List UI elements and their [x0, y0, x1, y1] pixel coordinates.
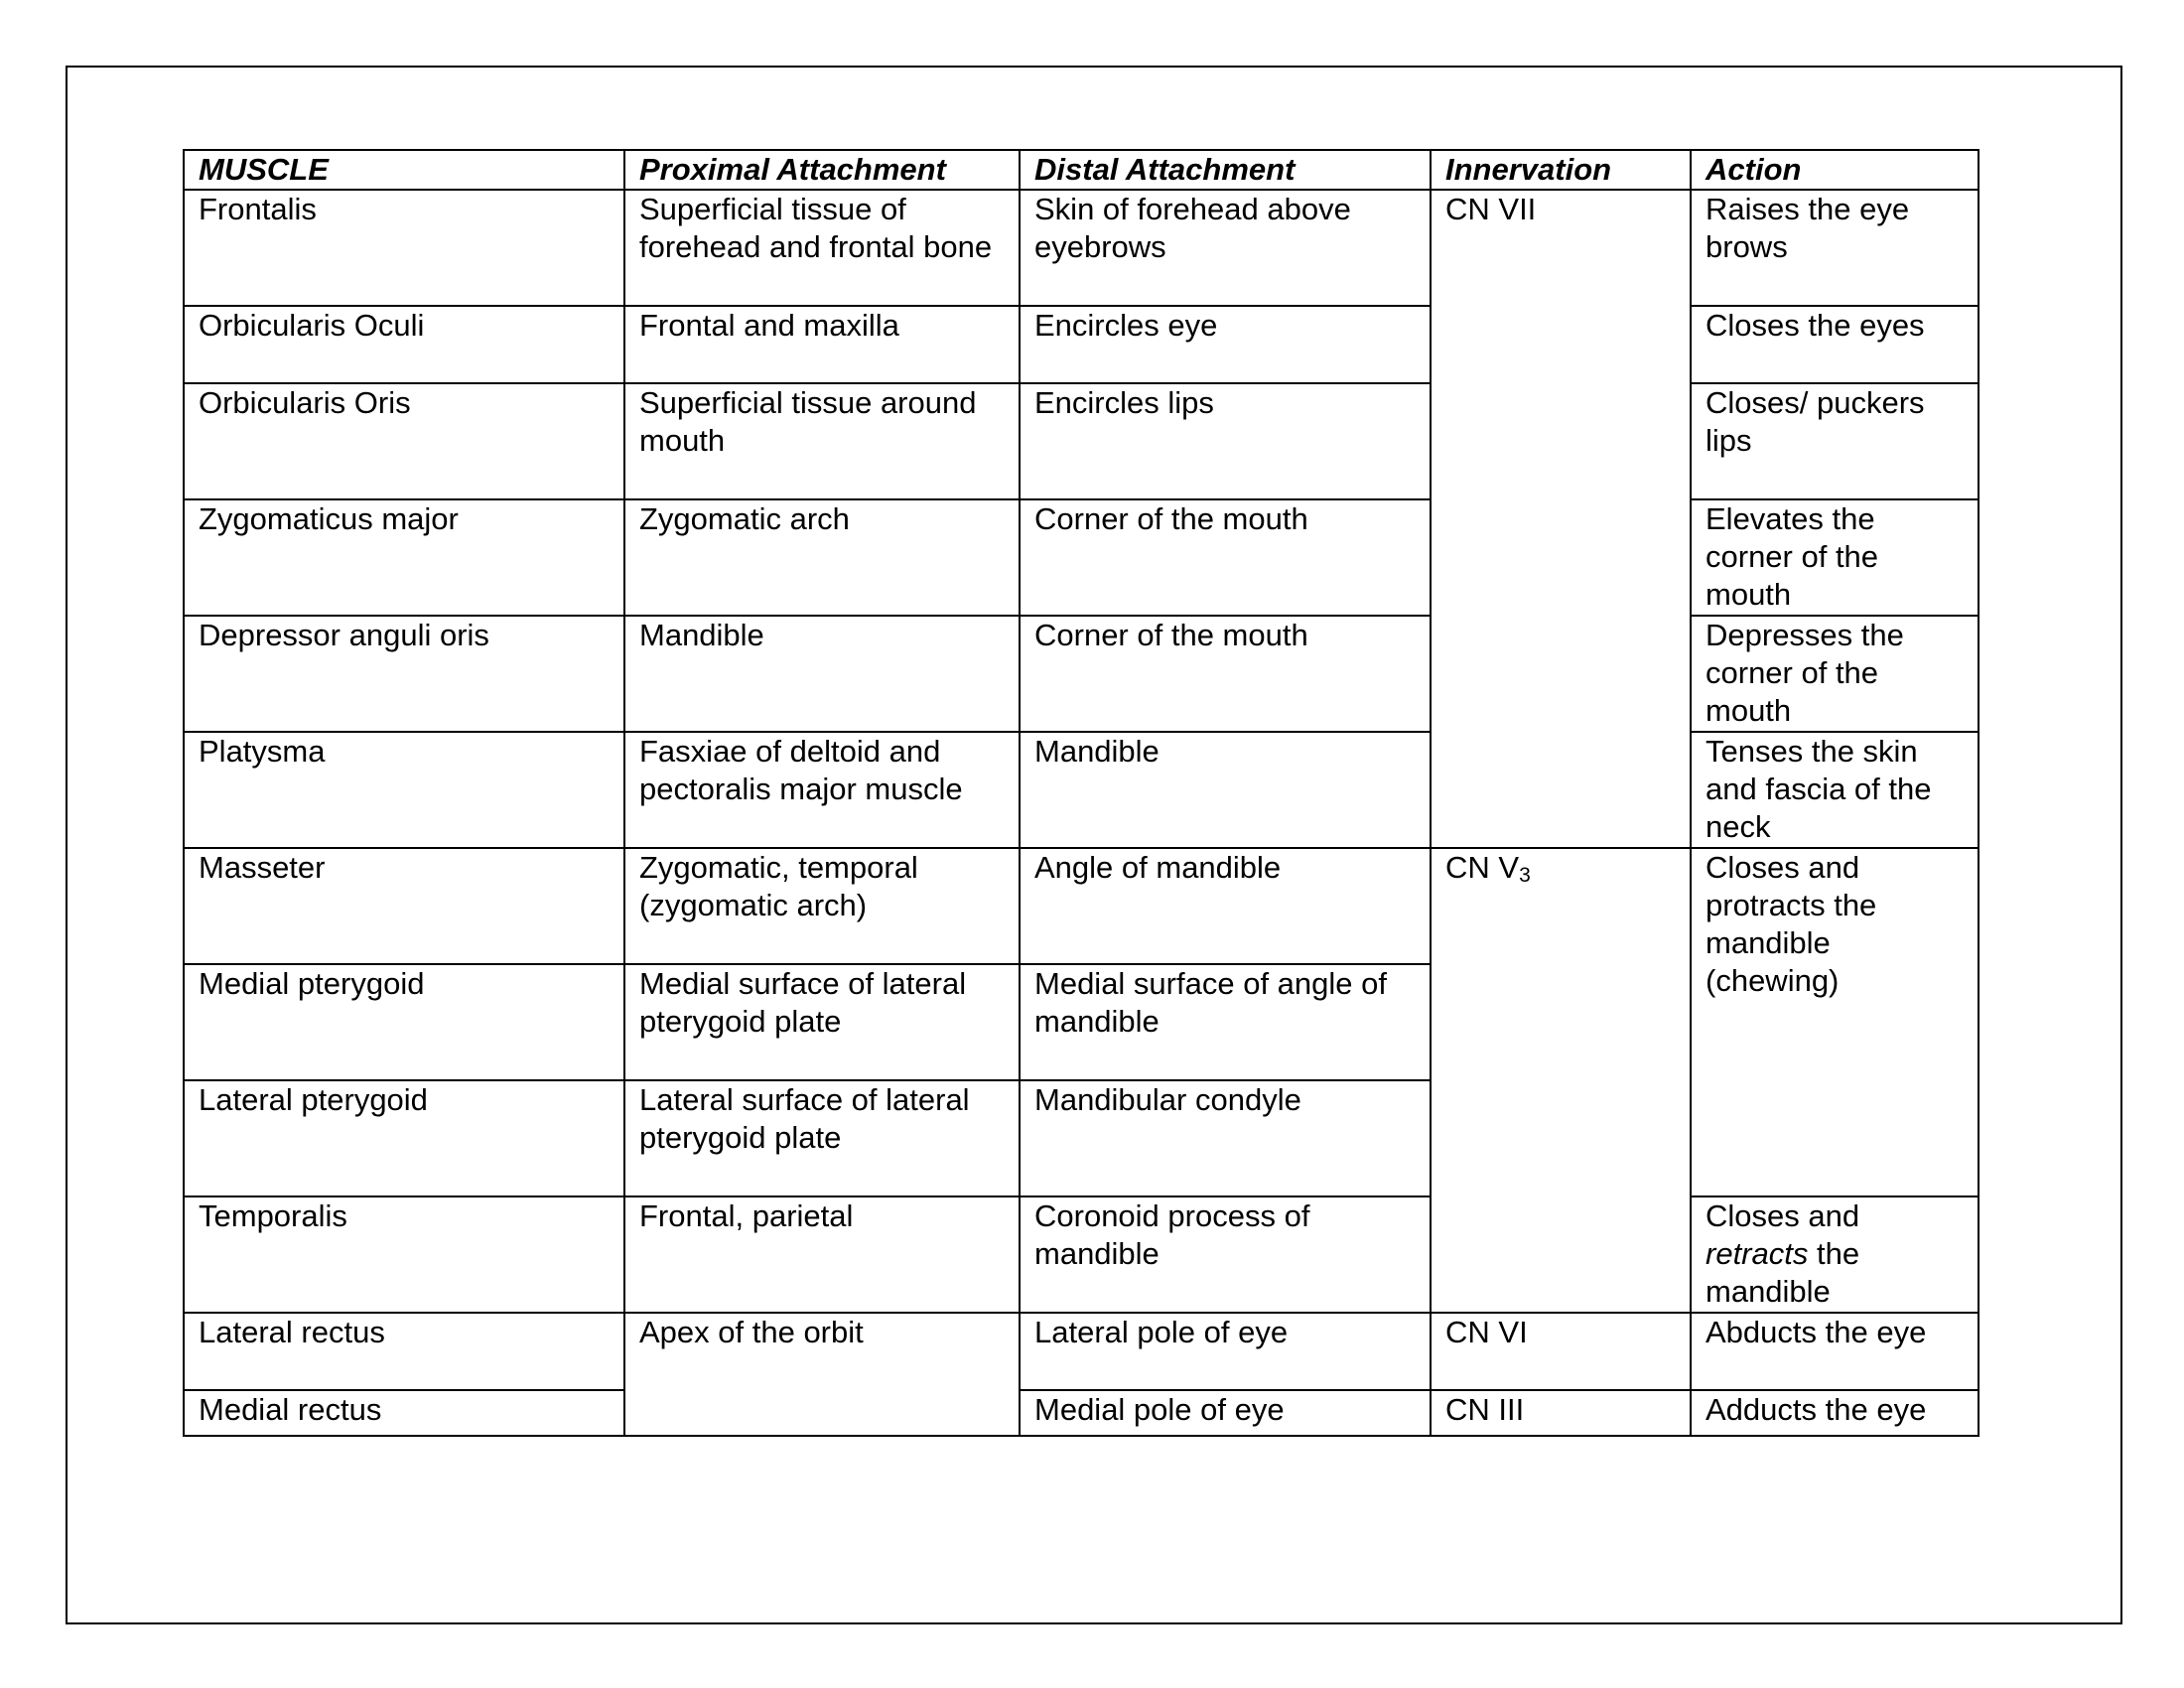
- muscle-cell: Medial pterygoid: [184, 964, 624, 1080]
- muscle-cell: Depressor anguli oris: [184, 616, 624, 732]
- distal-cell: Angle of mandible: [1020, 848, 1431, 964]
- muscle-cell: Lateral rectus: [184, 1313, 624, 1390]
- table-row: [184, 1196, 1979, 1313]
- proximal-cell: Fasxiae of deltoid and pectoralis major muscle: [624, 732, 1020, 848]
- header-innervation: Innervation: [1431, 150, 1691, 190]
- muscle-cell: Platysma: [184, 732, 624, 848]
- table-row: [184, 499, 1979, 616]
- muscle-cell: Orbicularis Oculi: [184, 306, 624, 383]
- muscle-cell: Orbicularis Oris: [184, 383, 624, 499]
- proximal-cell: Apex of the orbit: [624, 1313, 1020, 1436]
- table-row: [184, 383, 1979, 499]
- header-action: Action: [1691, 150, 1979, 190]
- table-row: [184, 616, 1979, 732]
- muscle-cell: Temporalis: [184, 1196, 624, 1313]
- action-cell: [1691, 1196, 1979, 1313]
- muscle-cell: Medial rectus: [184, 1390, 624, 1436]
- header-proximal-attachment: Proximal Attachment: [624, 150, 1020, 190]
- table-row: [184, 190, 1979, 306]
- table-row: [184, 1390, 1979, 1436]
- proximal-cell: Frontal and maxilla: [624, 306, 1020, 383]
- distal-cell: Encircles eye: [1020, 306, 1431, 383]
- distal-cell: Coronoid process of mandible: [1020, 1196, 1431, 1313]
- action-cell: Abducts the eye: [1691, 1313, 1979, 1390]
- muscle-cell: Frontalis: [184, 190, 624, 306]
- innervation-cell: CN III: [1431, 1390, 1691, 1436]
- distal-cell: Encircles lips: [1020, 383, 1431, 499]
- action-cell: Closes the eyes: [1691, 306, 1979, 383]
- action-text: Closes and: [1706, 1198, 1860, 1233]
- action-cell: Closes/ puckers lips: [1691, 383, 1979, 499]
- distal-cell: Mandibular condyle: [1020, 1080, 1431, 1196]
- action-text: the mandible: [1706, 1236, 1860, 1309]
- distal-cell: Mandible: [1020, 732, 1431, 848]
- header-distal-attachment: Distal Attachment: [1020, 150, 1431, 190]
- action-cell: Adducts the eye: [1691, 1390, 1979, 1436]
- muscle-cell: Masseter: [184, 848, 624, 964]
- header-muscle: MUSCLE: [184, 150, 624, 190]
- proximal-cell: Superficial tissue of forehead and frontal bone: [624, 190, 1020, 306]
- table-row: [184, 848, 1979, 964]
- proximal-cell: Frontal, parietal: [624, 1196, 1020, 1313]
- table-row: [184, 732, 1979, 848]
- proximal-cell: Superficial tissue around mouth: [624, 383, 1020, 499]
- distal-cell: Lateral pole of eye: [1020, 1313, 1431, 1390]
- distal-cell: Corner of the mouth: [1020, 499, 1431, 616]
- action-cell: Elevates the corner of the mouth: [1691, 499, 1979, 616]
- innervation-cell: CN VI: [1431, 1313, 1691, 1390]
- proximal-cell: Lateral surface of lateral pterygoid plate: [624, 1080, 1020, 1196]
- muscle-table: [183, 149, 1979, 1437]
- action-cell: Depresses the corner of the mouth: [1691, 616, 1979, 732]
- action-cell: Closes and protracts the mandible (chewing): [1691, 848, 1979, 1196]
- proximal-cell: Zygomatic, temporal (zygomatic arch): [624, 848, 1020, 964]
- table-row: [184, 1313, 1979, 1390]
- distal-cell: Medial surface of angle of mandible: [1020, 964, 1431, 1080]
- proximal-cell: Zygomatic arch: [624, 499, 1020, 616]
- action-emphasis: retracts: [1706, 1236, 1809, 1271]
- action-cell: Raises the eye brows: [1691, 190, 1979, 306]
- proximal-cell: Mandible: [624, 616, 1020, 732]
- proximal-cell: Medial surface of lateral pterygoid plate: [624, 964, 1020, 1080]
- distal-cell: Medial pole of eye: [1020, 1390, 1431, 1436]
- distal-cell: Corner of the mouth: [1020, 616, 1431, 732]
- muscle-cell: Zygomaticus major: [184, 499, 624, 616]
- table-row: [184, 306, 1979, 383]
- innervation-cell: [1431, 848, 1691, 1313]
- distal-cell: Skin of forehead above eyebrows: [1020, 190, 1431, 306]
- innervation-subscript: 3: [1519, 864, 1531, 887]
- innervation-cell: CN VII: [1431, 190, 1691, 848]
- action-cell: Tenses the skin and fascia of the neck: [1691, 732, 1979, 848]
- muscle-cell: Lateral pterygoid: [184, 1080, 624, 1196]
- table-header-row: [184, 150, 1979, 190]
- innervation-prefix: CN V: [1445, 850, 1520, 885]
